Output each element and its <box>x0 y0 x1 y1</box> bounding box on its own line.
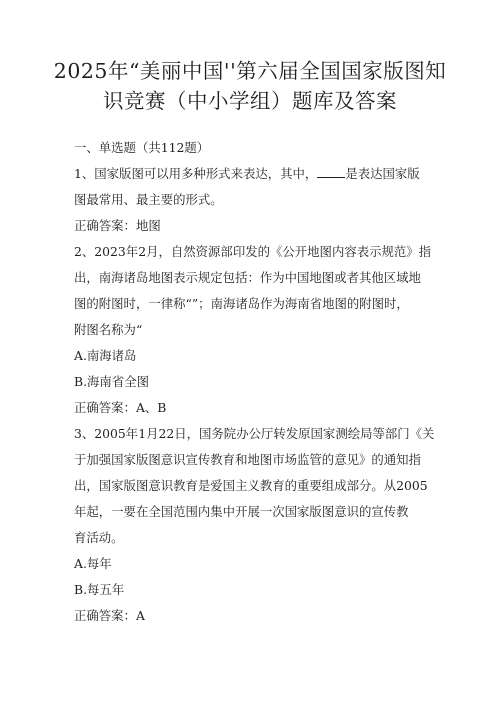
question-2-line-4: 附图名称为“ <box>74 322 143 337</box>
question-2-option-a: A.南海诸岛 <box>74 348 137 363</box>
question-2-line-3: 图的附图时，一律称“”；南海诸岛作为海南省地图的附图时， <box>74 296 409 311</box>
question-1-text-before-blank: 1、国家版图可以用多种形式来表达，其中， <box>74 166 318 181</box>
question-1-line-1 <box>74 166 420 182</box>
question-3-answer: 正确答案：A <box>74 608 145 623</box>
question-3-line-5: 育活动。 <box>74 530 124 545</box>
question-3-line-1: 3、2005年1月22日，国务院办公厅转发原国家测绘局等部门《关 <box>74 426 435 441</box>
question-1-line-2: 图最常用、最主要的形式。 <box>74 192 223 207</box>
question-3-option-a: A.每年 <box>74 556 112 571</box>
question-3-option-b: B.每五年 <box>74 582 125 597</box>
question-1-text-after-blank: 是表达国家版 <box>345 166 420 181</box>
answer-blank <box>317 166 345 178</box>
question-2-line-2: 出，南海诸岛地图表示规定包括：作为中国地图或者其他区域地 <box>74 270 421 285</box>
question-3-line-4: 年起，一要在全国范围内集中开展一次国家版图意识的宣传教 <box>74 504 409 519</box>
question-2-option-b: B.海南省全图 <box>74 374 149 389</box>
document-title-line-2: 识竞赛（中小学组）题库及答案 <box>103 89 397 113</box>
question-2-line-1: 2、2023年2月，自然资源部印发的《公开地图内容表示规范》指 <box>74 244 432 259</box>
question-1-answer: 正确答案：地图 <box>74 218 161 233</box>
question-2-answer: 正确答案：A、B <box>74 400 167 415</box>
question-3-line-2: 于加强国家版图意识宣传教育和地图市场监管的意见》的通知指 <box>74 452 421 467</box>
section-heading: 一、单选题（共112题） <box>74 140 210 155</box>
question-3-line-3: 出，国家版图意识教育是爱国主义教育的重要组成部分。从2005 <box>74 478 428 493</box>
document-title-line-1: 2025年“美丽中国''第六届全国国家版图知 <box>53 59 447 83</box>
